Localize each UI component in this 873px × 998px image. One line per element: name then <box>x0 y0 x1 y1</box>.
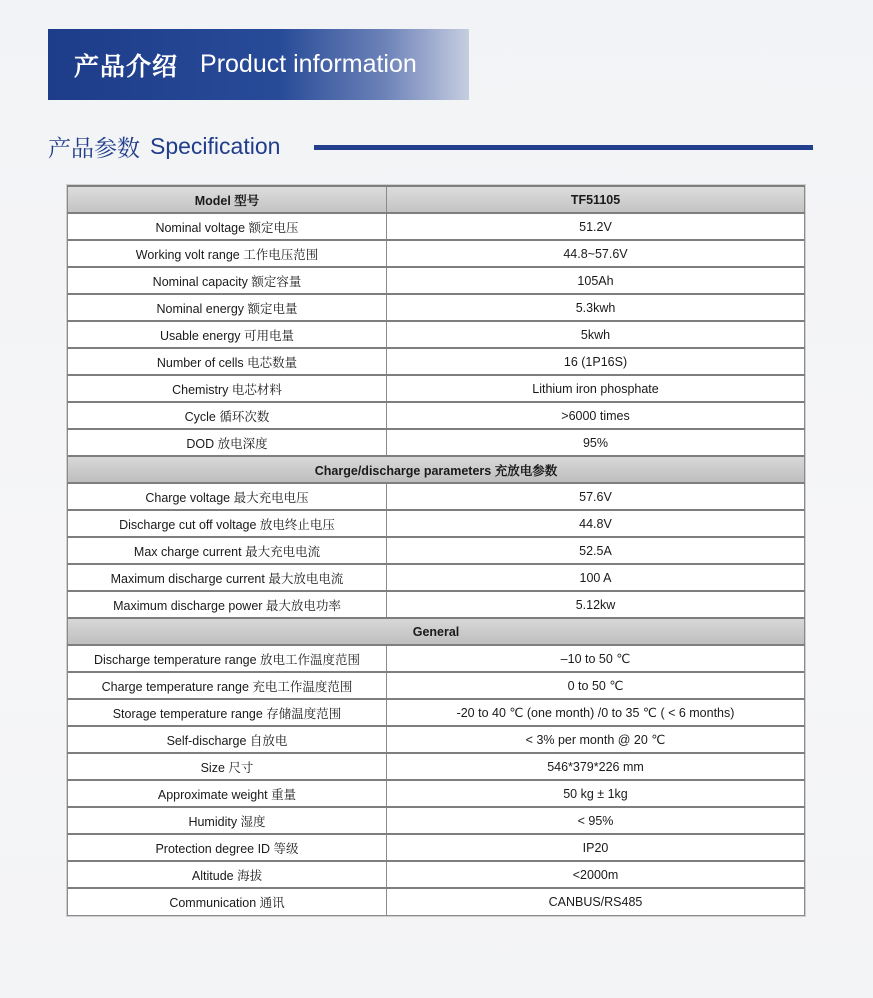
row-label: Humidity 湿度 <box>68 807 387 834</box>
row-value: 95% <box>387 429 805 456</box>
row-value: 44.8V <box>387 510 805 537</box>
row-label: Maximum discharge power 最大放电功率 <box>68 591 387 618</box>
charge-discharge-section <box>68 456 805 483</box>
row-label: Altitude 海拔 <box>68 861 387 888</box>
row-value: 51.2V <box>387 213 805 240</box>
row-label: Charge voltage 最大充电电压 <box>68 483 387 510</box>
table-row <box>68 645 805 672</box>
row-label: Charge temperature range 充电工作温度范围 <box>68 672 387 699</box>
table-row <box>68 780 805 807</box>
table-row <box>68 834 805 861</box>
table-row <box>68 537 805 564</box>
table-row <box>68 564 805 591</box>
table-row <box>68 699 805 726</box>
row-value: 57.6V <box>387 483 805 510</box>
row-value: 5.12kw <box>387 591 805 618</box>
row-value: <2000m <box>387 861 805 888</box>
row-label: Usable energy 可用电量 <box>68 321 387 348</box>
row-label: Working volt range 工作电压范围 <box>68 240 387 267</box>
table-header-row <box>68 186 805 213</box>
row-label: Nominal capacity 额定容量 <box>68 267 387 294</box>
row-label: Storage temperature range 存储温度范围 <box>68 699 387 726</box>
table-row <box>68 888 805 915</box>
table-row <box>68 429 805 456</box>
row-value: 16 (1P16S) <box>387 348 805 375</box>
table-row <box>68 375 805 402</box>
row-value: 5kwh <box>387 321 805 348</box>
heading-rule <box>314 145 813 150</box>
row-label: Communication 通讯 <box>68 888 387 915</box>
row-value: IP20 <box>387 834 805 861</box>
row-value: 546*379*226 mm <box>387 753 805 780</box>
table-row <box>68 294 805 321</box>
row-label: DOD 放电深度 <box>68 429 387 456</box>
row-label: Cycle 循环次数 <box>68 402 387 429</box>
general-section-title: General <box>68 618 805 645</box>
row-value: 100 A <box>387 564 805 591</box>
row-label: Self-discharge 自放电 <box>68 726 387 753</box>
row-label: Size 尺寸 <box>68 753 387 780</box>
charge-discharge-section-title: Charge/discharge parameters 充放电参数 <box>68 456 805 483</box>
header-value: TF51105 <box>387 186 805 213</box>
table-row <box>68 510 805 537</box>
specification-table <box>67 185 805 916</box>
row-value: >6000 times <box>387 402 805 429</box>
banner-title-en: Product information <box>200 50 417 78</box>
row-label: Nominal voltage 额定电压 <box>68 213 387 240</box>
header-label: Model 型号 <box>68 186 387 213</box>
table-row <box>68 402 805 429</box>
table-row <box>68 483 805 510</box>
row-label: Number of cells 电芯数量 <box>68 348 387 375</box>
row-value: 44.8~57.6V <box>387 240 805 267</box>
row-value: 105Ah <box>387 267 805 294</box>
table-row <box>68 861 805 888</box>
table-row <box>68 672 805 699</box>
product-info-banner <box>48 29 469 100</box>
row-label: Discharge cut off voltage 放电终止电压 <box>68 510 387 537</box>
table-row <box>68 591 805 618</box>
row-value: -20 to 40 ℃ (one month) /0 to 35 ℃ ( < 6 months) <box>387 699 805 726</box>
row-label: Chemistry 电芯材料 <box>68 375 387 402</box>
row-label: Nominal energy 额定电量 <box>68 294 387 321</box>
general-section <box>68 618 805 645</box>
table-row <box>68 240 805 267</box>
table-row <box>68 321 805 348</box>
table-row <box>68 726 805 753</box>
row-value: –10 to 50 ℃ <box>387 645 805 672</box>
row-label: Max charge current 最大充电电流 <box>68 537 387 564</box>
row-value: 52.5A <box>387 537 805 564</box>
row-value: 50 kg ± 1kg <box>387 780 805 807</box>
row-value: < 95% <box>387 807 805 834</box>
spec-heading-en: Specification <box>150 132 281 159</box>
banner-title-cn: 产品介绍 <box>74 52 179 81</box>
row-label: Approximate weight 重量 <box>68 780 387 807</box>
row-label: Maximum discharge current 最大放电电流 <box>68 564 387 591</box>
row-value: 0 to 50 ℃ <box>387 672 805 699</box>
row-value: < 3% per month @ 20 ℃ <box>387 726 805 753</box>
specification-heading <box>48 130 280 162</box>
table-row <box>68 267 805 294</box>
row-label: Discharge temperature range 放电工作温度范围 <box>68 645 387 672</box>
row-value: Lithium iron phosphate <box>387 375 805 402</box>
table-row <box>68 348 805 375</box>
table-row <box>68 753 805 780</box>
row-value: CANBUS/RS485 <box>387 888 805 915</box>
specification-table-body <box>68 186 805 915</box>
row-value: 5.3kwh <box>387 294 805 321</box>
row-label: Protection degree ID 等级 <box>68 834 387 861</box>
spec-heading-cn: 产品参数 <box>48 134 140 161</box>
table-row <box>68 213 805 240</box>
table-row <box>68 807 805 834</box>
